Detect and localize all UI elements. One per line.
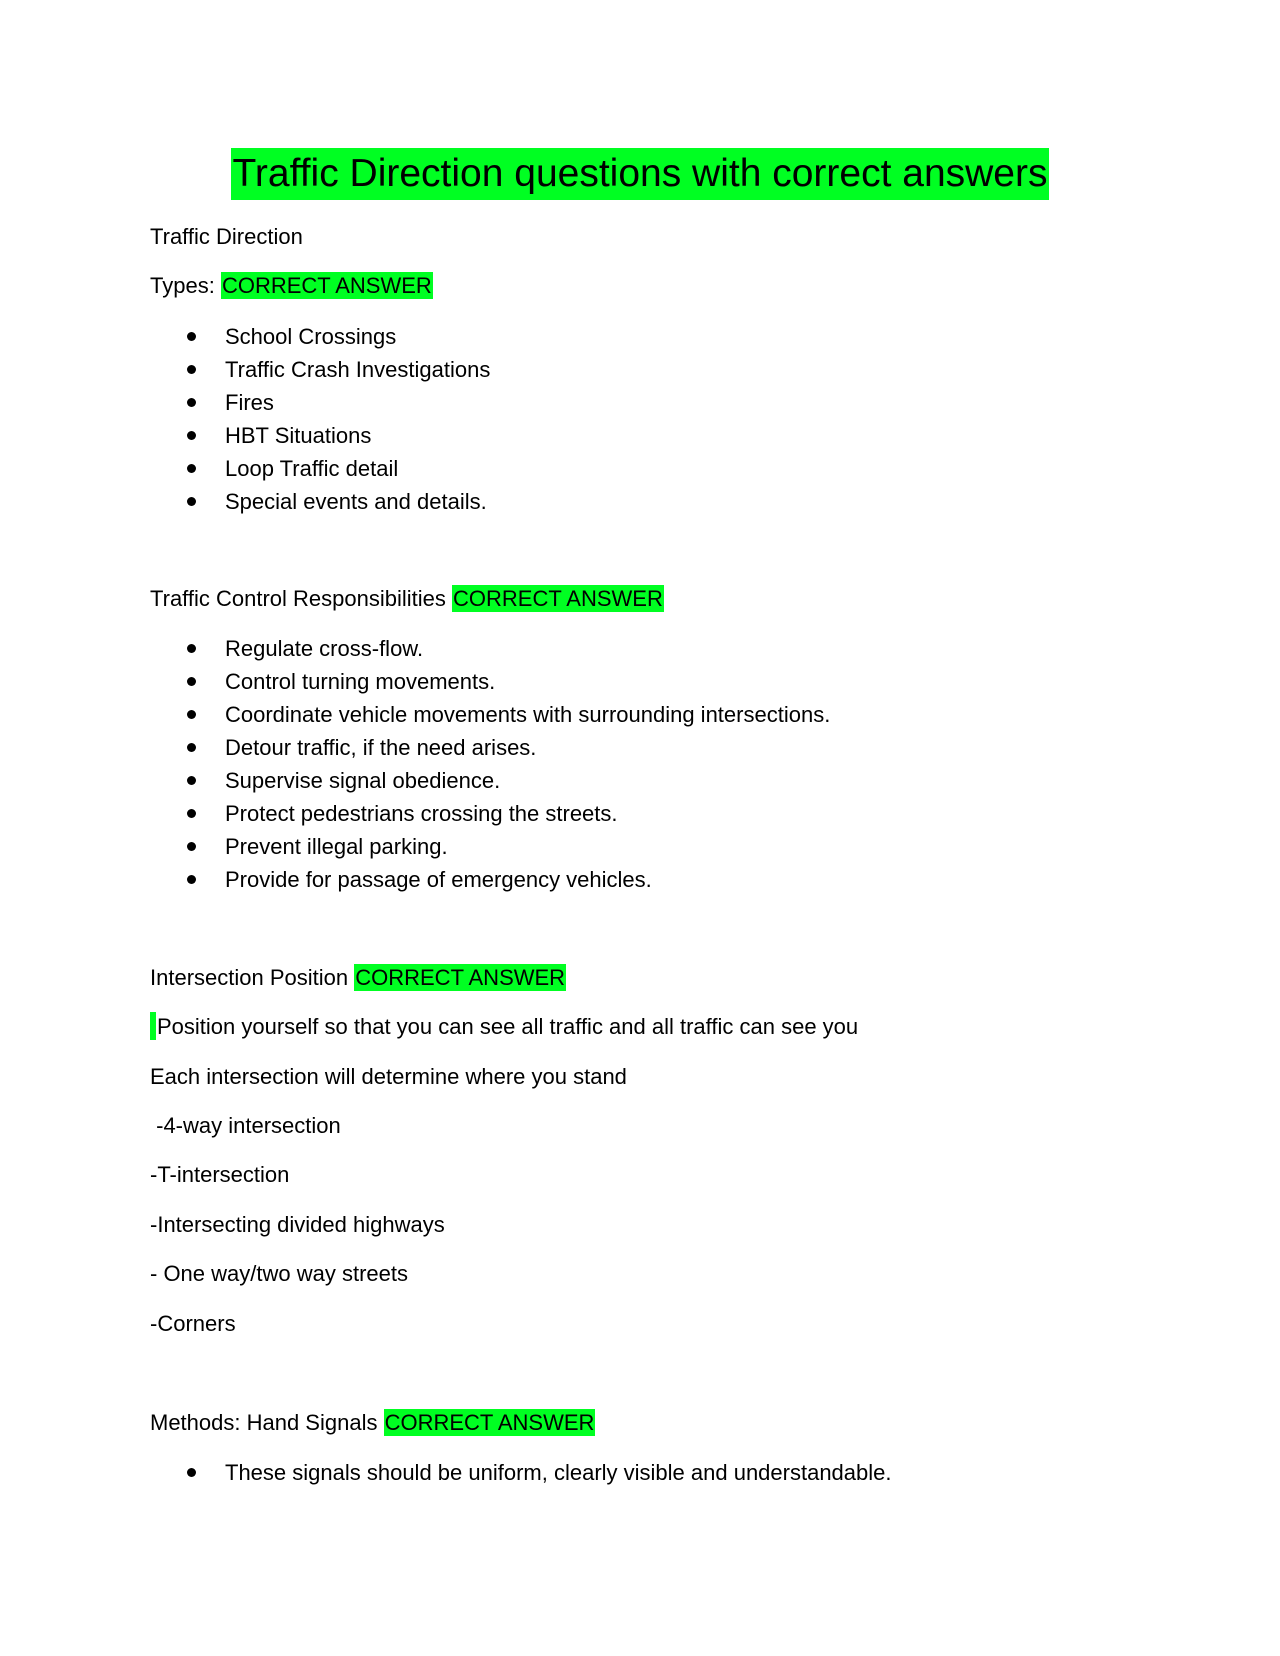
bullet-icon: [187, 497, 196, 506]
correct-answer-label: CORRECT ANSWER: [355, 965, 566, 990]
body-line: -T-intersection: [150, 1162, 290, 1187]
bullet-icon: [187, 842, 196, 851]
bullet-icon: [187, 365, 196, 374]
list-item: Regulate cross-flow.: [150, 632, 830, 665]
list-item: Coordinate vehicle movements with surrounding intersections.: [150, 698, 830, 731]
list-item: Protect pedestrians crossing the streets.: [150, 797, 830, 830]
bullet-icon: [187, 431, 196, 440]
body-line: -4-way intersection: [150, 1113, 341, 1138]
bullet-icon: [187, 743, 196, 752]
list-item: Control turning movements.: [150, 665, 830, 698]
correct-answer-label: CORRECT ANSWER: [384, 1410, 595, 1435]
position-instruction: Position yourself so that you can see all traffic and all traffic can see you: [150, 1012, 858, 1042]
list-item: Detour traffic, if the need arises.: [150, 731, 830, 764]
bullet-icon: [187, 398, 196, 407]
responsibilities-list: [150, 632, 830, 896]
title-container: [0, 148, 1280, 200]
correct-answer-label: CORRECT ANSWER: [453, 586, 663, 611]
types-label: Types:: [150, 273, 215, 298]
list-item: These signals should be uniform, clearly visible and understandable.: [150, 1456, 892, 1489]
body-line: - One way/two way streets: [150, 1261, 408, 1286]
section-heading-control-responsibilities: [150, 584, 664, 614]
bullet-icon: [187, 677, 196, 686]
list-item: Provide for passage of emergency vehicles.: [150, 863, 830, 896]
list-item: School Crossings: [150, 320, 490, 353]
section-heading-hand-signals: [150, 1408, 595, 1438]
body-line: -Corners: [150, 1311, 236, 1336]
list-item: Prevent illegal parking.: [150, 830, 830, 863]
types-line: [150, 271, 433, 301]
list-item: HBT Situations: [150, 419, 490, 452]
bullet-icon: [187, 875, 196, 884]
bullet-icon: [187, 464, 196, 473]
bullet-icon: [187, 644, 196, 653]
list-item: Fires: [150, 386, 490, 419]
list-item: Supervise signal obedience.: [150, 764, 830, 797]
bullet-icon: [187, 776, 196, 785]
bullet-icon: [187, 710, 196, 719]
types-list: [150, 320, 490, 518]
bullet-icon: [187, 809, 196, 818]
heading-text: Traffic Control Responsibilities: [150, 586, 446, 611]
section-heading-intersection-position: [150, 963, 566, 993]
body-line: -Intersecting divided highways: [150, 1212, 445, 1237]
highlight-marker: [150, 1012, 156, 1040]
heading-text: Intersection Position: [150, 965, 349, 990]
correct-answer-label: CORRECT ANSWER: [221, 273, 432, 298]
heading-text: Methods: Hand Signals: [150, 1410, 378, 1435]
list-item: Traffic Crash Investigations: [150, 353, 490, 386]
body-line: Each intersection will determine where you stand: [150, 1064, 627, 1089]
list-item: Special events and details.: [150, 485, 490, 518]
bullet-icon: [187, 1468, 196, 1477]
document-title: Traffic Direction questions with correct answers: [231, 148, 1050, 200]
hand-signals-list: [150, 1456, 892, 1489]
bullet-icon: [187, 332, 196, 341]
section-heading-traffic-direction: Traffic Direction: [150, 224, 303, 249]
list-item: Loop Traffic detail: [150, 452, 490, 485]
